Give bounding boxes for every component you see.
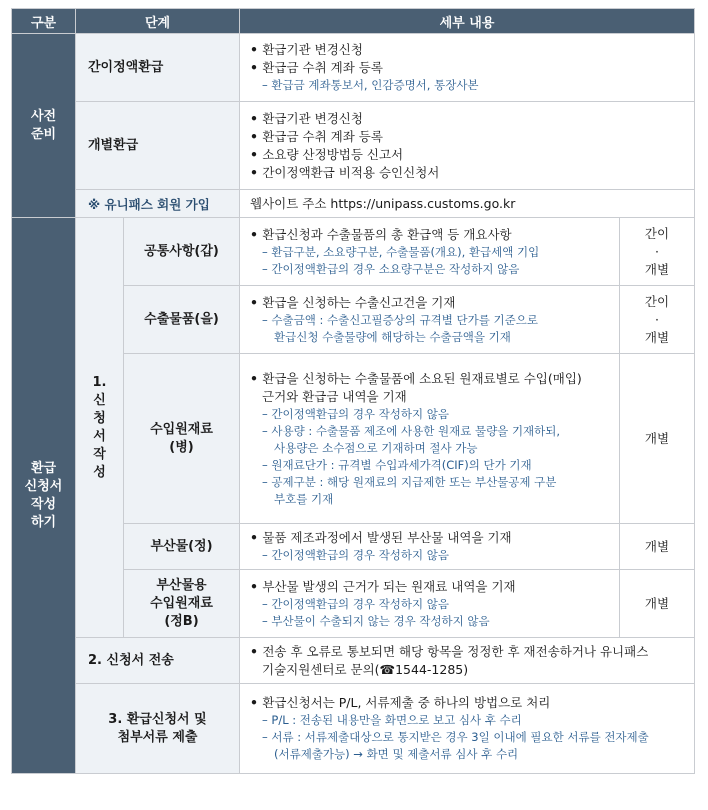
form-byproduct-name: 부산물(정)	[124, 524, 240, 570]
form-export-name: 수출물품(을)	[124, 286, 240, 354]
continuation-item: 기술지원센터로 문의(☎1544-1285)	[262, 661, 469, 677]
step1-char: 신	[93, 392, 106, 408]
prep-individual-name: 개별환급	[76, 102, 240, 190]
bullet-item: • 환급기관 변경신청	[250, 41, 686, 59]
dash-item: – 환급구분, 소요량구분, 수출물품(개요), 환급세액 기입	[250, 244, 611, 261]
bullet-item: • 환급금 수취 계좌 등록	[250, 128, 686, 146]
header-detail: 세부 내용	[240, 9, 695, 34]
dash-item: – 부산물이 수출되지 않는 경우 작성하지 않음	[250, 613, 611, 630]
type-line: ·	[655, 311, 659, 327]
type-line: 개별	[644, 329, 670, 345]
form-common-row	[12, 218, 695, 286]
step2-name: 2. 신청서 전송	[76, 638, 240, 684]
prep-individual-detail	[240, 102, 695, 190]
form-byproduct-type: 개별	[620, 524, 695, 570]
unipass-detail: 웹사이트 주소 https://unipass.customs.go.kr	[240, 190, 695, 218]
dash-item: – 수출금액 : 수출신고필증상의 규격별 단가를 기준으로	[250, 312, 611, 329]
bullet-item: • 물품 제조과정에서 발생된 부산물 내역을 기재	[250, 529, 611, 547]
dash-item: – 간이정액환급의 경우 작성하지 않음	[250, 406, 611, 423]
step1-char: 성	[93, 464, 106, 480]
bullet-item: • 소요량 산정방법등 신고서	[250, 146, 686, 164]
continuation-item: (서류제출가능) → 화면 및 제출서류 심사 후 수리	[274, 747, 519, 761]
header-row	[12, 9, 695, 34]
header-category: 구분	[12, 9, 76, 34]
type-line: 간이	[644, 293, 670, 309]
dash-item: – 원재료단가 : 규격별 수입과세가격(CIF)의 단가 기재	[250, 457, 611, 474]
prep-simple-name: 간이정액환급	[76, 34, 240, 102]
dash-item: – 서류 : 서류제출대상으로 통지받은 경우 3일 이내에 필요한 서류를 전자제출	[250, 729, 686, 746]
bullet-item: • 환급신청서는 P/L, 서류제출 중 하나의 방법으로 처리	[250, 694, 686, 712]
step1-char: 청	[93, 410, 106, 426]
step3-name	[76, 684, 240, 774]
write-category-line: 하기	[30, 514, 57, 530]
type-line: ·	[655, 243, 659, 259]
refund-procedure-table	[11, 8, 695, 774]
bullet-item: • 간이정액환급 비적용 승인신청서	[250, 164, 686, 182]
form-material-type: 개별	[620, 354, 695, 524]
unipass-label: ※ 유니패스 회원 가입	[76, 190, 240, 218]
step3-row	[12, 684, 695, 774]
name-line: (정B)	[164, 613, 199, 629]
dash-item: – 공제구분 : 해당 원재료의 지급제한 또는 부산물공제 구분	[250, 474, 611, 491]
header-step: 단계	[76, 9, 240, 34]
form-common-type	[620, 218, 695, 286]
step2-row	[12, 638, 695, 684]
form-export-type	[620, 286, 695, 354]
form-material-detail	[240, 354, 620, 524]
dash-item: – 환급금 계좌통보서, 인감증명서, 통장사본	[250, 77, 686, 94]
name-line: 부산물용	[156, 577, 207, 593]
form-material-name	[124, 354, 240, 524]
write-category-line: 작성	[30, 496, 57, 512]
form-common-name: 공통사항(갑)	[124, 218, 240, 286]
form-common-detail	[240, 218, 620, 286]
name-line: (병)	[169, 439, 194, 455]
dash-item: – 사용량 : 수출물품 제조에 사용한 원재료 물량을 기재하되,	[250, 423, 611, 440]
type-line: 개별	[644, 261, 670, 277]
bullet-item: • 환급기관 변경신청	[250, 110, 686, 128]
form-export-detail	[240, 286, 620, 354]
type-line: 간이	[644, 225, 670, 241]
step1-char: 작	[93, 446, 106, 462]
bullet-item: • 전송 후 오류로 통보되면 해당 항목을 정정한 후 재전송하거나 유니패스	[250, 643, 686, 661]
step1-char: 서	[93, 428, 106, 444]
form-byproduct-material-detail	[240, 570, 620, 638]
bullet-item: • 환급금 수취 계좌 등록	[250, 59, 686, 77]
prep-category-line: 사전	[30, 108, 57, 124]
write-category-line: 신청서	[24, 478, 63, 494]
prep-unipass-row	[12, 190, 695, 218]
bullet-item: • 환급신청과 수출물품의 총 환급액 등 개요사항	[250, 226, 611, 244]
prep-category-line: 준비	[30, 126, 57, 142]
form-byproduct-material-name	[124, 570, 240, 638]
continuation-item: 사용량은 소수점으로 기재하며 절사 가능	[274, 440, 478, 455]
dash-item: – 간이정액환급의 경우 소요량구분은 작성하지 않음	[250, 261, 611, 278]
continuation-item: 환급신청 수출물량에 해당하는 수출금액을 기재	[274, 329, 511, 344]
form-byproduct-detail	[240, 524, 620, 570]
write-category	[12, 218, 76, 774]
step1-label	[76, 218, 124, 638]
name-line: 수입원재료	[150, 421, 213, 437]
dash-item: – 간이정액환급의 경우 작성하지 않음	[250, 596, 611, 613]
name-line: 수입원재료	[150, 595, 213, 611]
write-category-line: 환급	[30, 460, 57, 476]
prep-individual-row	[12, 102, 695, 190]
bullet-item: • 환급을 신청하는 수출신고건을 기재	[250, 294, 611, 312]
name-line: 3. 환급신청서 및	[108, 711, 207, 727]
dash-item: – 간이정액환급의 경우 작성하지 않음	[250, 547, 611, 564]
continuation-item: 부호를 기재	[274, 491, 334, 506]
dash-item: – P/L : 전송된 내용만을 화면으로 보고 심사 후 수리	[250, 712, 686, 729]
prep-category	[12, 34, 76, 218]
prep-simple-row	[12, 34, 695, 102]
bullet-item: • 환급을 신청하는 수출물품에 소요된 원재료별로 수입(매입)	[250, 370, 611, 388]
step3-detail	[240, 684, 695, 774]
name-line: 첨부서류 제출	[117, 729, 198, 745]
continuation-item: 근거와 환급금 내역을 기재	[262, 388, 407, 404]
prep-simple-detail	[240, 34, 695, 102]
step2-detail	[240, 638, 695, 684]
form-byproduct-material-type: 개별	[620, 570, 695, 638]
bullet-item: • 부산물 발생의 근거가 되는 원재료 내역을 기재	[250, 578, 611, 596]
step1-char: 1.	[92, 374, 107, 390]
